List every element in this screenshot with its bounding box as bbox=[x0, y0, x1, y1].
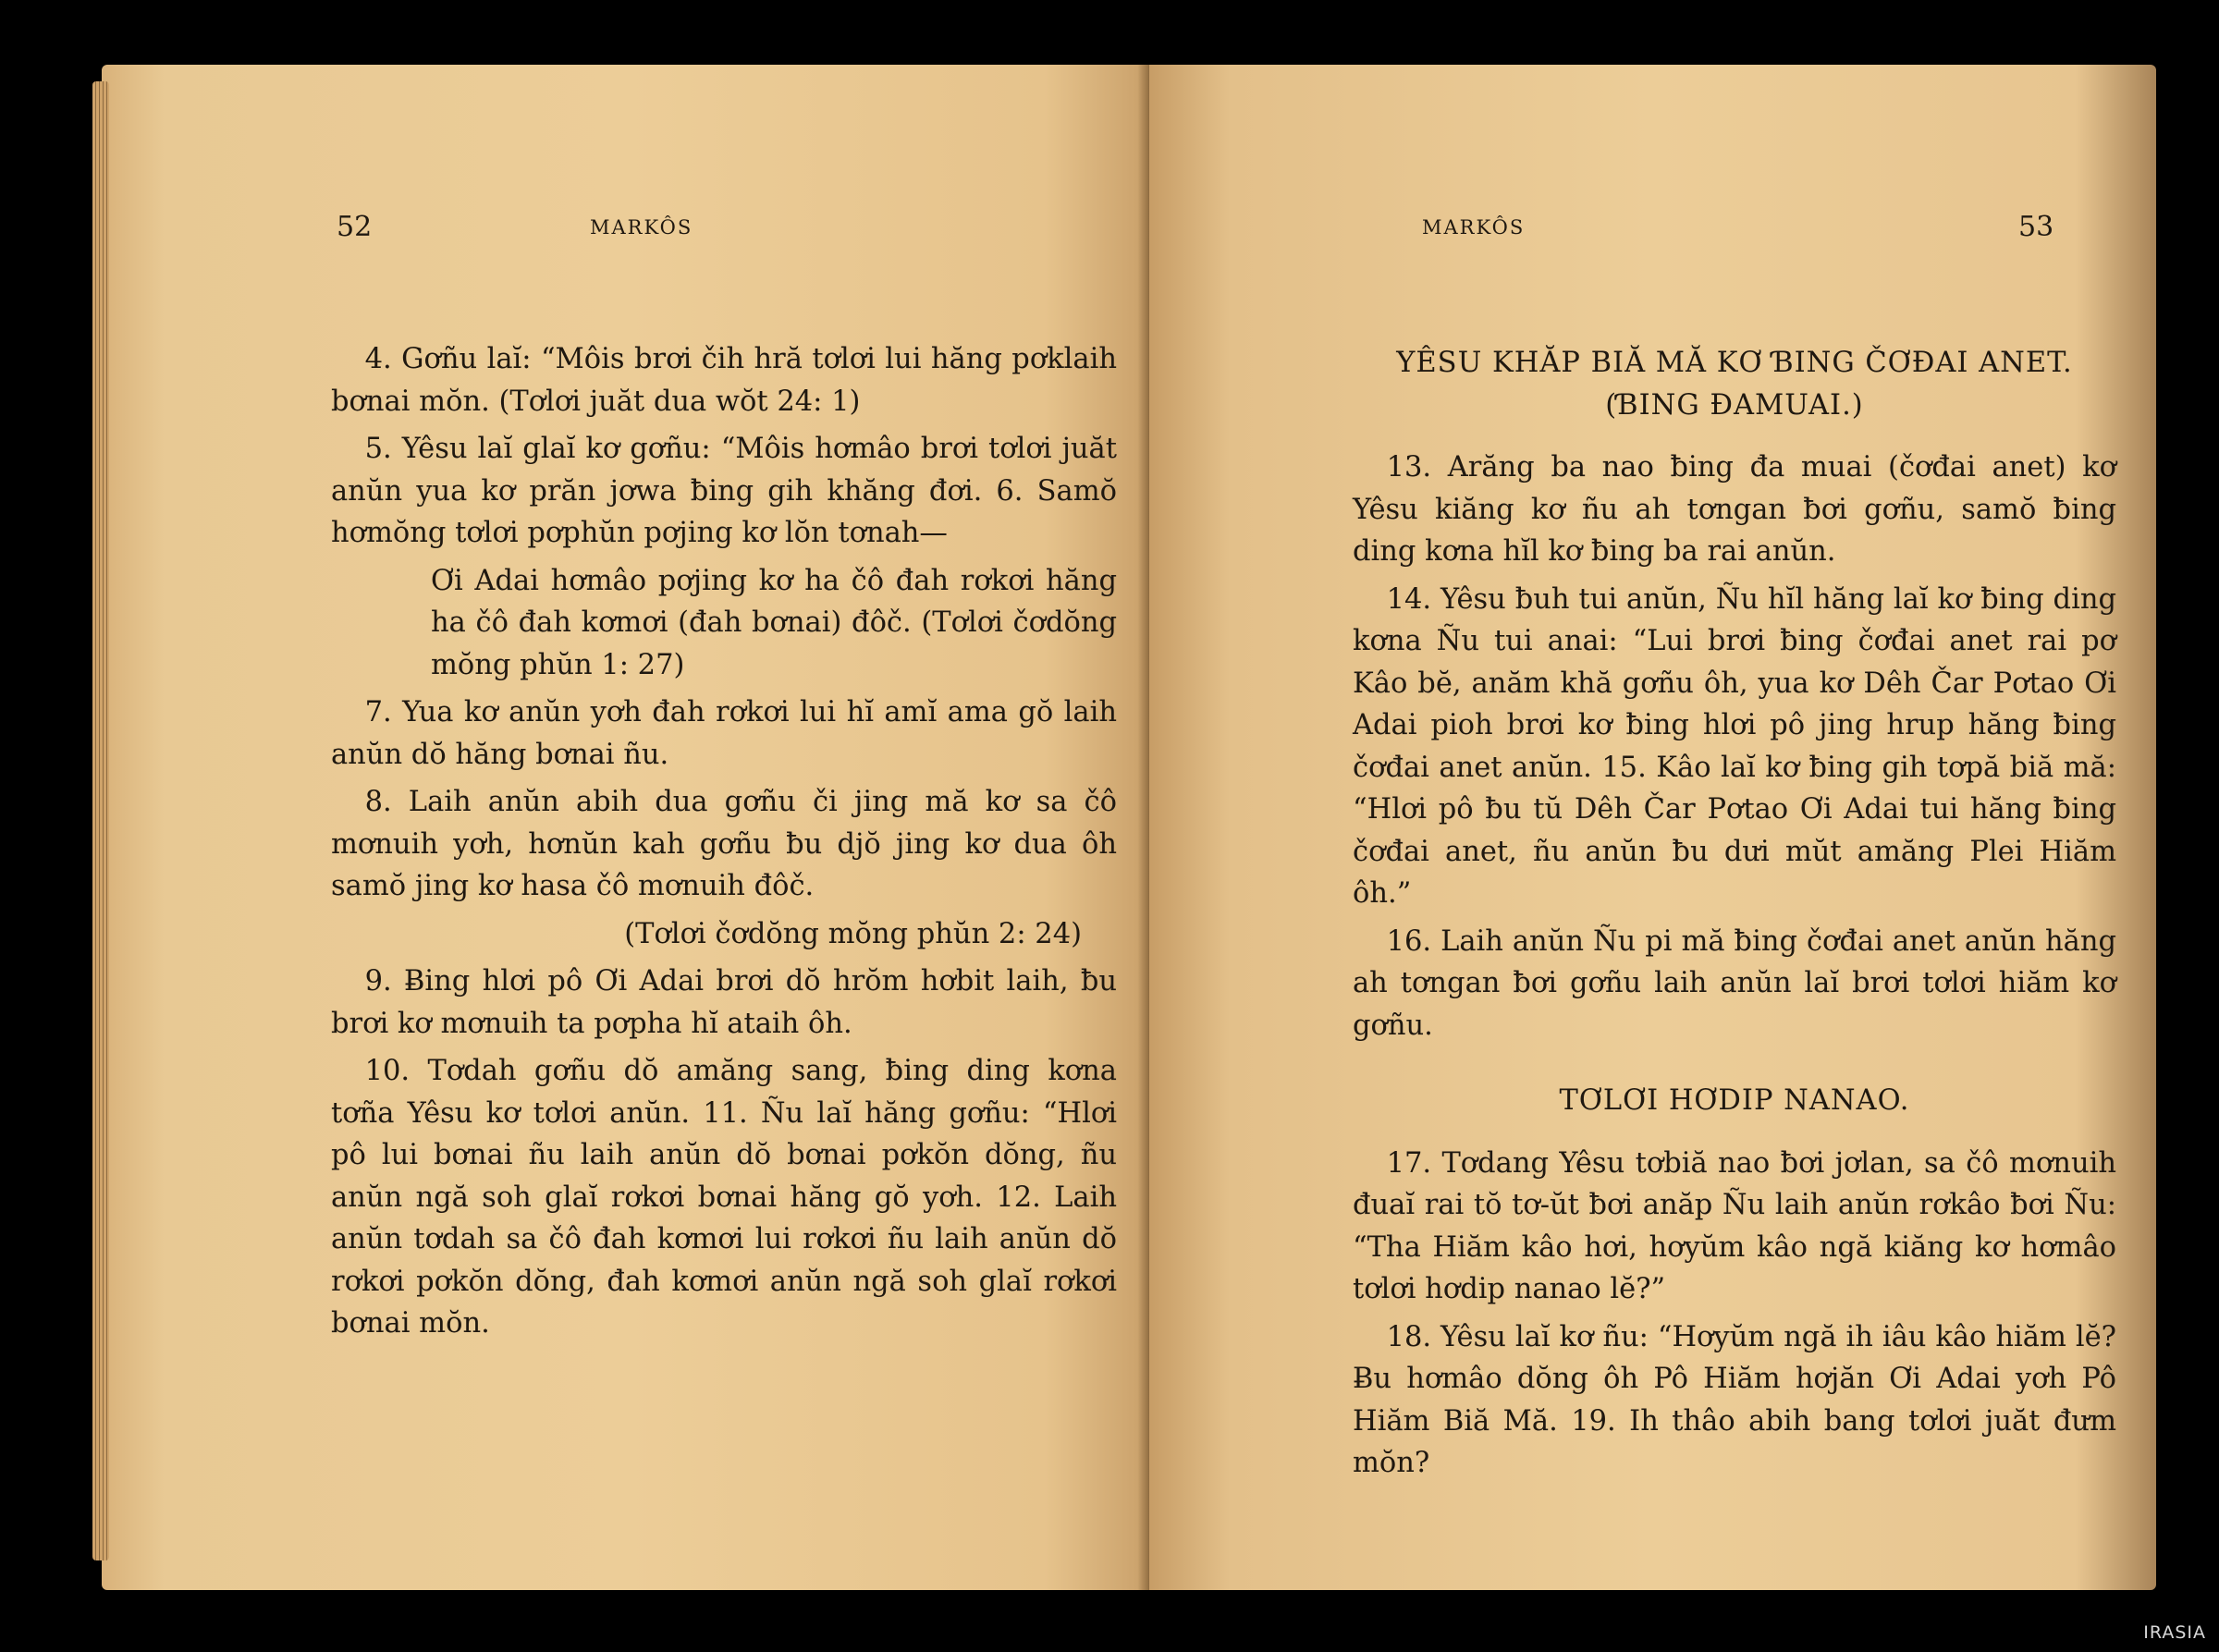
verse-paragraph: 18. Yêsu laĭ kơ ñu: “Hơyŭm ngă ih iâu kâo hiăm lĕ? Ƀu hơmâo dŏng ôh Pô Hiăm hơjăn Ơi Adai yơh Pô Hiăm Biă Mă. 19. Ih thâo abih bang tơlơi juăt đưm mŏn? bbox=[1353, 1320, 2116, 1479]
verse-paragraph: 13. Arăng ba nao ƀing đa muai (čơđai anet) kơ Yêsu kiăng kơ ñu ah tơngan ƀơi gơñu, samŏ ƀing ding kơna hĭl kơ ƀing ba rai anŭn. bbox=[1353, 451, 2116, 568]
left-page-body bbox=[331, 338, 1117, 1351]
left-page bbox=[102, 65, 1149, 1590]
watermark: IRASIA bbox=[2143, 1622, 2206, 1643]
verse-paragraph: 5. Yêsu laĭ glaĭ kơ gơñu: “Môis hơmâo brơi tơlơi juăt anŭn yua kơ prăn jơwa ƀing gih khăng đơi. 6. Samŏ hơmŏng tơlơi pơphŭn pơjing kơ lŏn tơnah— bbox=[331, 433, 1117, 549]
verse-paragraph: 8. Laih anŭn abih dua gơñu či jing mă kơ sa čô mơnuih yơh, hơnŭn kah gơñu ƀu djŏ jing kơ dua ôh samŏ jing kơ hasa čô mơnuih đôč. bbox=[331, 786, 1117, 902]
right-page-body bbox=[1353, 342, 2116, 1490]
page-edges bbox=[92, 81, 109, 1560]
page-number-right: 53 bbox=[2018, 211, 2054, 243]
verse-paragraph: 4. Gơñu laĭ: “Môis brơi čih hră tơlơi lui hăng pơklaih bơnai mŏn. (Tơlơi juăt dua wŏt 24: 1) bbox=[331, 343, 1117, 418]
running-head-right: MARKÔS bbox=[1422, 216, 1526, 239]
scripture-quote: Ơi Adai hơmâo pơjing kơ ha čô đah rơkơi hăng ha čô đah kơmơi (đah bơnai) đôč. (Tơlơi čơdŏng mŏng phŭn 1: 27) bbox=[431, 564, 1117, 681]
section-heading: TƠLƠI HƠDIP NANAO. bbox=[1559, 1084, 1910, 1117]
verse-paragraph: 10. Tơdah gơñu dŏ amăng sang, ƀing ding kơna tơña Yêsu kơ tơlơi anŭn. 11. Ñu laĭ hăng gơñu: “Hlơi pô lui bơnai ñu laih anŭn dŏ bơnai pơkŏn dŏng, ñu anŭn ngă soh glaĭ rơkơi bơnai hăng gŏ yơh. 12. Laih anŭn tơdah sa čô đah kơmơi lui rơkơi ñu laih anŭn dŏ rơkơi pơkŏn dŏng, đah kơmơi anŭn ngă soh glaĭ rơkơi bơnai mŏn. bbox=[331, 1055, 1117, 1340]
verse-paragraph: 14. Yêsu ƀuh tui anŭn, Ñu hĭl hăng laĭ kơ ƀing ding kơna Ñu tui anai: “Lui brơi ƀing čơđai anet rai pơ Kâo bĕ, anăm khă gơñu ôh, yua kơ Dêh Čar Pơtao Ơi Adai pioh brơi kơ ƀing hlơi pô jing hrup hăng ƀing čơđai anet anŭn. 15. Kâo laĭ kơ ƀing gih tơpă biă mă: “Hlơi pô ƀu tŭ Dêh Čar Pơtao Ơi Adai tui hăng ƀing čơđai anet, ñu anŭn ƀu dưi mŭt amăng Plei Hiăm ôh.” bbox=[1353, 582, 2116, 910]
verse-paragraph: 17. Tơdang Yêsu tơbiă nao ƀơi jơlan, sa čô mơnuih đuaĭ rai tŏ tơ-ŭt ƀơi anăp Ñu laih anŭn rơkâo ƀơi Ñu: “Tha Hiăm kâo hơi, hơyŭm kâo ngă kiăng kơ hơmâo tơlơi hơdip nanao lĕ?” bbox=[1353, 1146, 2116, 1305]
page-number-left: 52 bbox=[337, 211, 373, 243]
verse-paragraph: 7. Yua kơ anŭn yơh đah rơkơi lui hĭ amĭ ama gŏ laih anŭn dŏ hăng bơnai ñu. bbox=[331, 696, 1117, 771]
running-head-left: MARKÔS bbox=[590, 216, 693, 239]
section-heading: YÊSU KHĂP BIĂ MĂ KƠ ƁING ČƠĐAI ANET. (ƁING ĐAMUAI.) bbox=[1396, 347, 2073, 422]
citation: (Tơlơi čơdŏng mŏng phŭn 2: 24) bbox=[624, 917, 1082, 950]
open-book bbox=[102, 65, 2156, 1590]
verse-paragraph: 16. Laih anŭn Ñu pi mă ƀing čơđai anet anŭn hăng ah tơngan ƀơi gơñu laih anŭn laĭ brơi tơlơi hiăm kơ gơñu. bbox=[1353, 924, 2116, 1042]
verse-paragraph: 9. Ƀing hlơi pô Ơi Adai brơi dŏ hrŏm hơbit laih, ƀu brơi kơ mơnuih ta pơpha hĭ ataih ôh. bbox=[331, 965, 1117, 1040]
right-page bbox=[1149, 65, 2156, 1590]
